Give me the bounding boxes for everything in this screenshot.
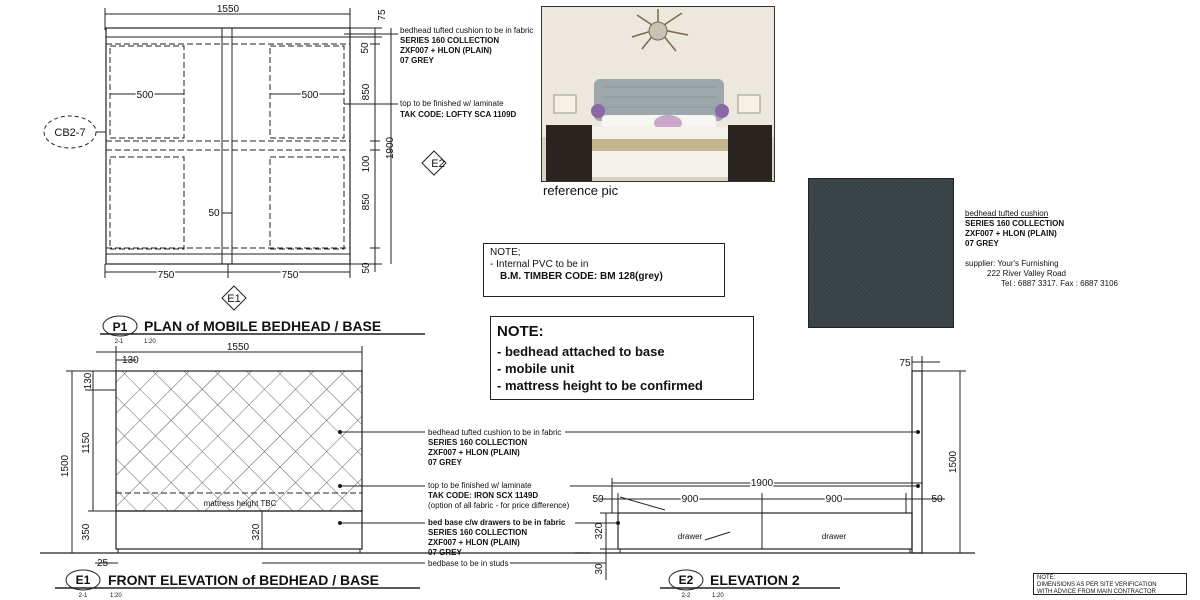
callout-line: ZXF007 + HLON (PLAIN)	[400, 46, 492, 55]
fabric-swatch	[808, 178, 954, 328]
front-title-sub: 2-1	[78, 593, 88, 599]
plan-right-panel-dim: 500	[301, 90, 319, 101]
dimnote-line: DIMENSIONS AS PER SITE VERIFICATION	[1037, 582, 1157, 588]
swatch-shade: 07 GREY	[965, 239, 999, 248]
callout-line: ZXF007 + HLON (PLAIN)	[428, 538, 520, 547]
callout-line: top to be finished w/ laminate	[400, 99, 504, 108]
plan-view	[44, 8, 446, 336]
side-title-sub: 2-2	[681, 593, 691, 599]
side-drawer-left-dim: 900	[681, 494, 699, 505]
front-top-band-dim: 130	[83, 372, 94, 390]
plan-depth-dim: 1900	[385, 136, 396, 160]
note-item: - mobile unit	[497, 361, 575, 376]
note-item: - mattress height to be confirmed	[497, 378, 703, 393]
plan-title-tag: P1	[112, 320, 128, 334]
front-base-callout	[428, 518, 566, 557]
plan-left-half-dim: 750	[157, 270, 175, 281]
front-top-callout	[428, 481, 570, 510]
front-title-tag: E1	[75, 573, 91, 587]
plan-upper-margin-dim: 50	[360, 42, 371, 54]
side-title-scale: 1:20	[712, 593, 724, 599]
callout-line: TAK CODE: LOFTY SCA 1109D	[400, 110, 517, 119]
swatch-address: 222 River Valley Road	[987, 269, 1067, 278]
front-cushion-callout	[428, 428, 561, 467]
callout-line: ZXF007 + HLON (PLAIN)	[428, 448, 520, 457]
reference-photo	[541, 6, 775, 182]
plan-cushion-callout	[400, 26, 533, 65]
dimension-note	[1033, 573, 1187, 595]
swatch-info	[965, 209, 1118, 289]
section-tag-cb: CB2-7	[54, 127, 86, 139]
plan-lower-margin-dim: 50	[361, 262, 372, 274]
callout-line: bedhead tufted cushion to be in fabric	[428, 428, 562, 437]
side-right-margin-dim: 50	[931, 494, 943, 505]
plan-title: PLAN of MOBILE BEDHEAD / BASE	[144, 318, 382, 334]
side-title-tag: E2	[678, 573, 694, 587]
callout-line: bed base c/w drawers to be in fabric	[428, 518, 566, 527]
callout-line: SERIES 160 COLLECTION	[428, 528, 528, 537]
front-height-dim: 1500	[60, 454, 71, 478]
dimnote-line: WITH ADVICE FROM MAIN CONTRACTOR	[1037, 589, 1156, 595]
drawer-label: drawer	[821, 532, 847, 541]
note-heading: NOTE;	[490, 247, 521, 258]
swatch-series: SERIES 160 COLLECTION	[965, 219, 1065, 228]
callout-line: bedhead tufted cushion to be in fabric	[400, 26, 534, 35]
callout-line: TAK CODE: IRON SCX 1149D	[428, 491, 539, 500]
front-title-scale: 1:20	[110, 593, 122, 599]
front-base-inner-dim: 320	[251, 523, 262, 541]
note-bedhead	[490, 316, 754, 400]
side-height-dim: 1500	[948, 450, 959, 474]
mattress-label: mattress height TBC	[203, 499, 277, 508]
side-leg-dim: 30	[594, 563, 605, 575]
note-heading: NOTE:	[497, 323, 544, 340]
callout-line: 07 GREY	[400, 56, 434, 65]
side-drawer-right-dim: 900	[825, 494, 843, 505]
front-leg-dim: 25	[97, 558, 109, 569]
callout-line: 07 GREY	[428, 548, 462, 557]
swatch-contact: Tel : 6887 3317. Fax : 6887 3106	[1001, 279, 1118, 288]
reference-caption: reference pic	[543, 183, 619, 198]
front-title: FRONT ELEVATION of BEDHEAD / BASE	[108, 572, 379, 588]
plan-width-dim: 1550	[216, 4, 240, 15]
plan-top-dim: 75	[377, 9, 388, 21]
note-line: - Internal PVC to be in	[490, 259, 589, 270]
plan-lower-panel-dim: 850	[361, 193, 372, 211]
front-studs-callout: bedbase to be in studs	[428, 559, 509, 568]
swatch-label: bedhead tufted cushion	[965, 209, 1049, 218]
bedroom-image	[542, 7, 774, 181]
side-base-dim: 320	[594, 522, 605, 540]
drawer-label: drawer	[677, 532, 703, 541]
callout-line: SERIES 160 COLLECTION	[400, 36, 500, 45]
callout-line: (option of all fabric - for price difference)	[428, 501, 570, 510]
plan-middle-gap-dim: 100	[361, 155, 372, 173]
plan-title-sub: 2-1	[114, 339, 124, 345]
front-offset-dim: 130	[122, 355, 139, 366]
note-line: B.M. TIMBER CODE: BM 128(grey)	[500, 271, 663, 282]
plan-title-scale: 1:20	[144, 339, 156, 345]
side-length-dim: 1900	[750, 478, 774, 489]
callout-line: SERIES 160 COLLECTION	[428, 438, 528, 447]
callout-line: top to be finished w/ laminate	[428, 481, 532, 490]
swatch-code: ZXF007 + HLON (PLAIN)	[965, 229, 1057, 238]
plan-upper-panel-dim: 850	[361, 83, 372, 101]
swatch-supplier: supplier: Your's Furnishing	[965, 259, 1059, 268]
side-top-dim: 75	[899, 358, 911, 369]
section-tag-e2: E2	[431, 158, 445, 170]
front-base-dim: 350	[81, 523, 92, 541]
note-pvc	[483, 243, 725, 297]
dimnote-heading: NOTE:	[1037, 575, 1056, 581]
callout-line: 07 GREY	[428, 458, 462, 467]
note-item: - bedhead attached to base	[497, 344, 665, 359]
section-tag-e1: E1	[227, 293, 241, 305]
side-title: ELEVATION 2	[710, 572, 800, 588]
front-upper-dim: 1150	[81, 432, 92, 454]
side-left-margin-dim: 50	[592, 494, 604, 505]
plan-inner-gap-dim: 50	[208, 208, 220, 219]
front-width-dim: 1550	[226, 342, 250, 353]
plan-left-panel-dim: 500	[136, 90, 154, 101]
plan-right-half-dim: 750	[281, 270, 299, 281]
plan-top-callout	[400, 99, 517, 119]
